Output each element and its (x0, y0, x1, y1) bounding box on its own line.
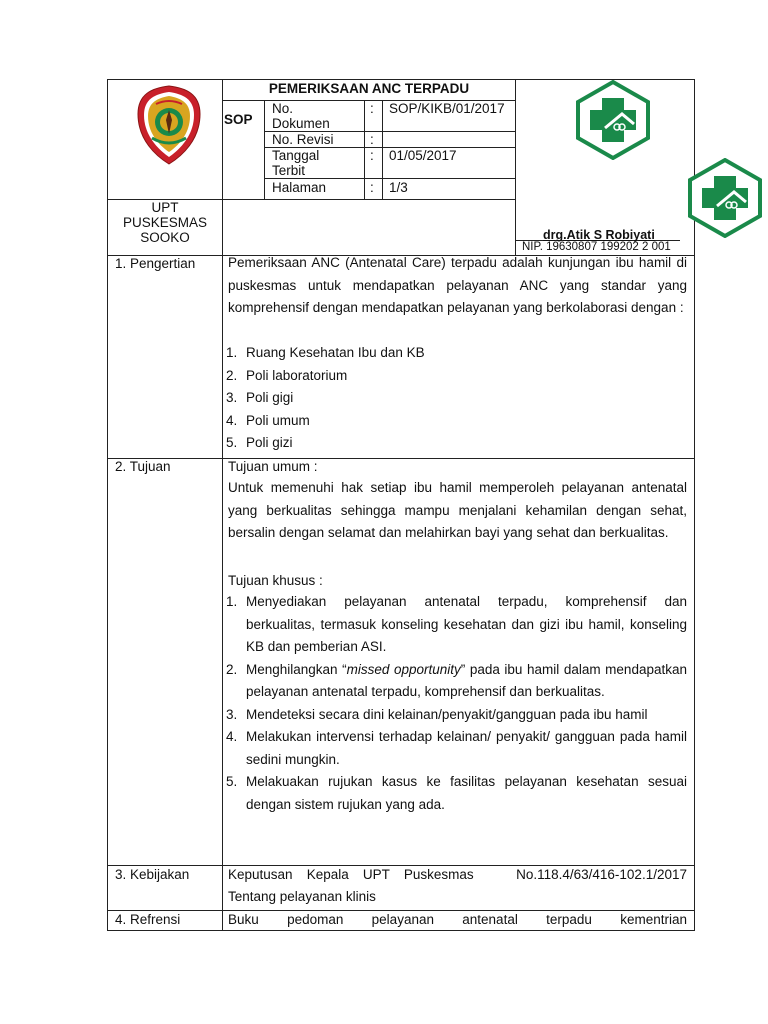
section-label-pengertian: 1. Pengertian (115, 256, 196, 271)
no-dokumen-value: SOP/KIKB/01/2017 (389, 101, 505, 116)
puskesmas-logo-icon (572, 80, 654, 160)
list-item: 1. Menyediakan pelayanan antenatal terpadu, komprehensif dan berkualitas, termasuk konseling kesehatan dan gizi ibu hamil, konseling KB dan pemberian ASI. (226, 594, 687, 654)
tujuan-umum-text: Untuk memenuhi hak setiap ibu hamil memperoleh pelayanan antenatal yang berkualitas sehingga mampu menjalani kehamilan dengan sehat, bersalin dengan selamat dan melahirkan bayi yang sehat dan berkualitas. (228, 480, 687, 540)
signer-name: drg.Atik S Robiyati (543, 228, 655, 242)
missed-opportunity-text: missed opportunity (346, 661, 461, 677)
tanggal-terbit-label-line2: Terbit (272, 163, 306, 178)
tanggal-terbit-colon: : (370, 148, 374, 163)
list-item: 2. Poli laboratorium (226, 367, 348, 383)
pengertian-list (226, 342, 687, 455)
document-title: PEMERIKSAAN ANC TERPADU (268, 81, 470, 96)
no-dokumen-label-line1: No. (272, 101, 294, 116)
org-name-line1: UPT (151, 200, 179, 215)
list-item: 3. Mendeteksi secara dini kelainan/penyakit/gangguan pada ibu hamil (226, 706, 648, 722)
sop-label: SOP (224, 112, 253, 127)
no-dokumen-label-line2: Dokumen (272, 116, 330, 131)
regency-emblem-icon (134, 84, 204, 166)
list-item: 5. Poli gizi (226, 435, 293, 450)
list-item: 5. Melakuakan rujukan kasus ke fasilitas pelayanan kesehatan sesuai dengan sistem rujukan yang ada. (226, 774, 687, 812)
kebijakan-line1: Keputusan Kepala UPT Puskesmas No.118.4/63/416-102.1/2017 (228, 867, 687, 882)
puskesmas-logo-secondary-icon (684, 158, 766, 238)
refrensi-line1: Buku pedoman pelayanan antenatal terpadu kementrian (228, 912, 687, 927)
list-item: 2. Menghilangkan “missed opportunity” pada ibu hamil dalam mendapatkan pelayanan antenatal terpadu, komprehensif dan berkualitas. (226, 661, 687, 699)
halaman-colon: : (370, 180, 374, 195)
list-item: 1. Ruang Kesehatan Ibu dan KB (226, 345, 425, 360)
tanggal-terbit-value: 01/05/2017 (389, 148, 457, 163)
no-dokumen-colon: : (370, 101, 374, 116)
tujuan-khusus-list (226, 591, 687, 816)
no-revisi-label: No. Revisi (272, 132, 334, 147)
section-label-tujuan: 2. Tujuan (115, 459, 171, 474)
org-name-line3: SOOKO (140, 230, 190, 245)
list-item: 4. Poli umum (226, 412, 310, 428)
section-label-refrensi: 4. Refrensi (115, 912, 181, 927)
halaman-value: 1/3 (389, 180, 408, 195)
pengertian-paragraph: Pemeriksaan ANC (Antenatal Care) terpadu adalah kunjungan ibu hamil di puskesmas untuk mendapatkan pelayanan ANC yang standar yang komprehensif dengan mendapatkan pelayanan yang berkolaborasi dengan : (228, 255, 687, 315)
list-item: 4. Melakukan intervensi terhadap kelainan/ penyakit/ gangguan pada hamil sedini mungkin. (226, 729, 687, 767)
halaman-label: Halaman (272, 180, 327, 195)
tujuan-umum-heading: Tujuan umum : (228, 459, 318, 474)
tujuan-khusus-heading: Tujuan khusus : (228, 573, 323, 588)
list-item: 3. Poli gigi (226, 390, 294, 405)
signer-nip: NIP. 19630807 199202 2 001 (522, 241, 671, 253)
no-revisi-colon: : (370, 132, 374, 147)
section-label-kebijakan: 3. Kebijakan (115, 867, 190, 882)
kebijakan-line2: Tentang pelayanan klinis (228, 889, 376, 904)
tanggal-terbit-label-line1: Tanggal (272, 148, 320, 163)
org-name-line2: PUSKESMAS (122, 215, 208, 230)
